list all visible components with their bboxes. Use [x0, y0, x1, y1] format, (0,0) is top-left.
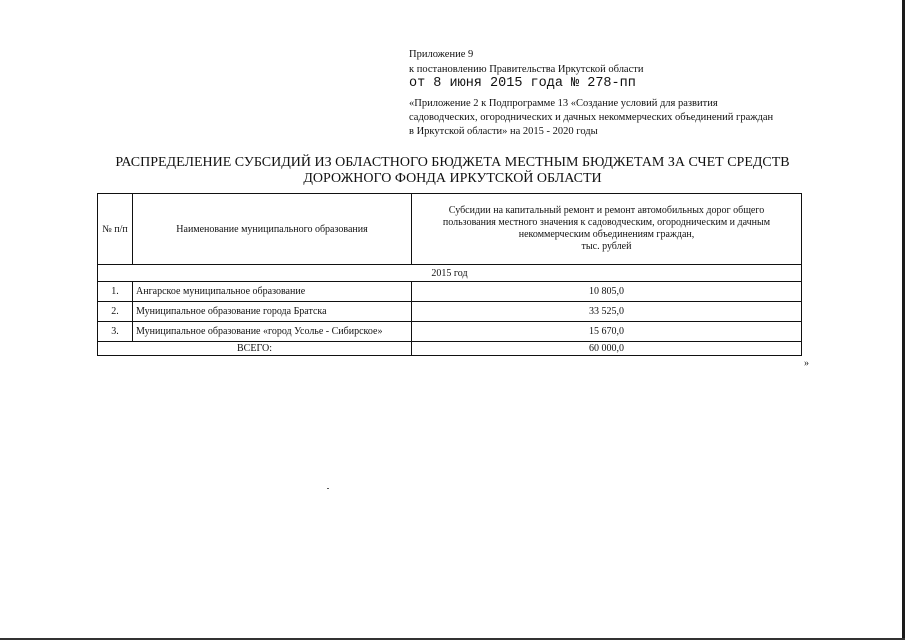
scan-speck — [327, 488, 329, 489]
total-value: 60 000,0 — [412, 342, 802, 356]
column-header-value-line: некоммерческим объединениям граждан, — [518, 229, 695, 240]
subsidy-value: 33 525,0 — [412, 302, 802, 322]
municipality-name: Муниципальное образование города Братска — [133, 302, 412, 322]
subsidy-value: 10 805,0 — [412, 282, 802, 302]
appendix-number: Приложение 9 — [409, 49, 474, 60]
table-row — [98, 302, 802, 322]
table-row — [98, 282, 802, 302]
column-header-value-line: пользования местного значения к садоводческим, огородническим и дачным — [442, 217, 771, 228]
column-header-value-line: тыс. рублей — [581, 241, 632, 252]
resolution-reference: к постановлению Правительства Иркутской области — [409, 64, 644, 75]
year-row — [98, 265, 802, 282]
row-number: 3. — [98, 322, 133, 342]
subprogram-reference-line3: в Иркутской области» на 2015 - 2020 годы — [409, 126, 598, 137]
subsidy-table — [97, 193, 802, 356]
municipality-name: Муниципальное образование «город Усолье - Сибирское» — [133, 322, 412, 342]
document-title-line1: РАСПРЕДЕЛЕНИЕ СУБСИДИЙ ИЗ ОБЛАСТНОГО БЮДЖЕТА МЕСТНЫМ БЮДЖЕТАМ ЗА СЧЕТ СРЕДСТВ — [115, 155, 790, 170]
subprogram-reference-line1: «Приложение 2 к Подпрограмме 13 «Создание условий для развития — [409, 98, 718, 109]
closing-quote: » — [804, 358, 809, 369]
year-label: 2015 год — [98, 265, 802, 282]
table-row — [98, 322, 802, 342]
subsidy-value: 15 670,0 — [412, 322, 802, 342]
row-number: 2. — [98, 302, 133, 322]
total-label: ВСЕГО: — [98, 342, 412, 356]
total-row — [98, 342, 802, 356]
column-header-number: № п/п — [98, 194, 133, 265]
column-header-name: Наименование муниципального образования — [133, 194, 412, 265]
document-title-line2: ДОРОЖНОГО ФОНДА ИРКУТСКОЙ ОБЛАСТИ — [303, 171, 602, 186]
municipality-name: Ангарское муниципальное образование — [133, 282, 412, 302]
subprogram-reference-line2: садоводческих, огороднических и дачных некоммерческих объединений граждан — [409, 112, 774, 123]
row-number: 1. — [98, 282, 133, 302]
column-header-value-line: Субсидии на капитальный ремонт и ремонт автомобильных дорог общего — [448, 205, 765, 216]
table-header-row — [98, 194, 802, 265]
column-header-value — [412, 194, 802, 265]
resolution-date: от 8 июня 2015 года № 278-пп — [409, 76, 636, 91]
